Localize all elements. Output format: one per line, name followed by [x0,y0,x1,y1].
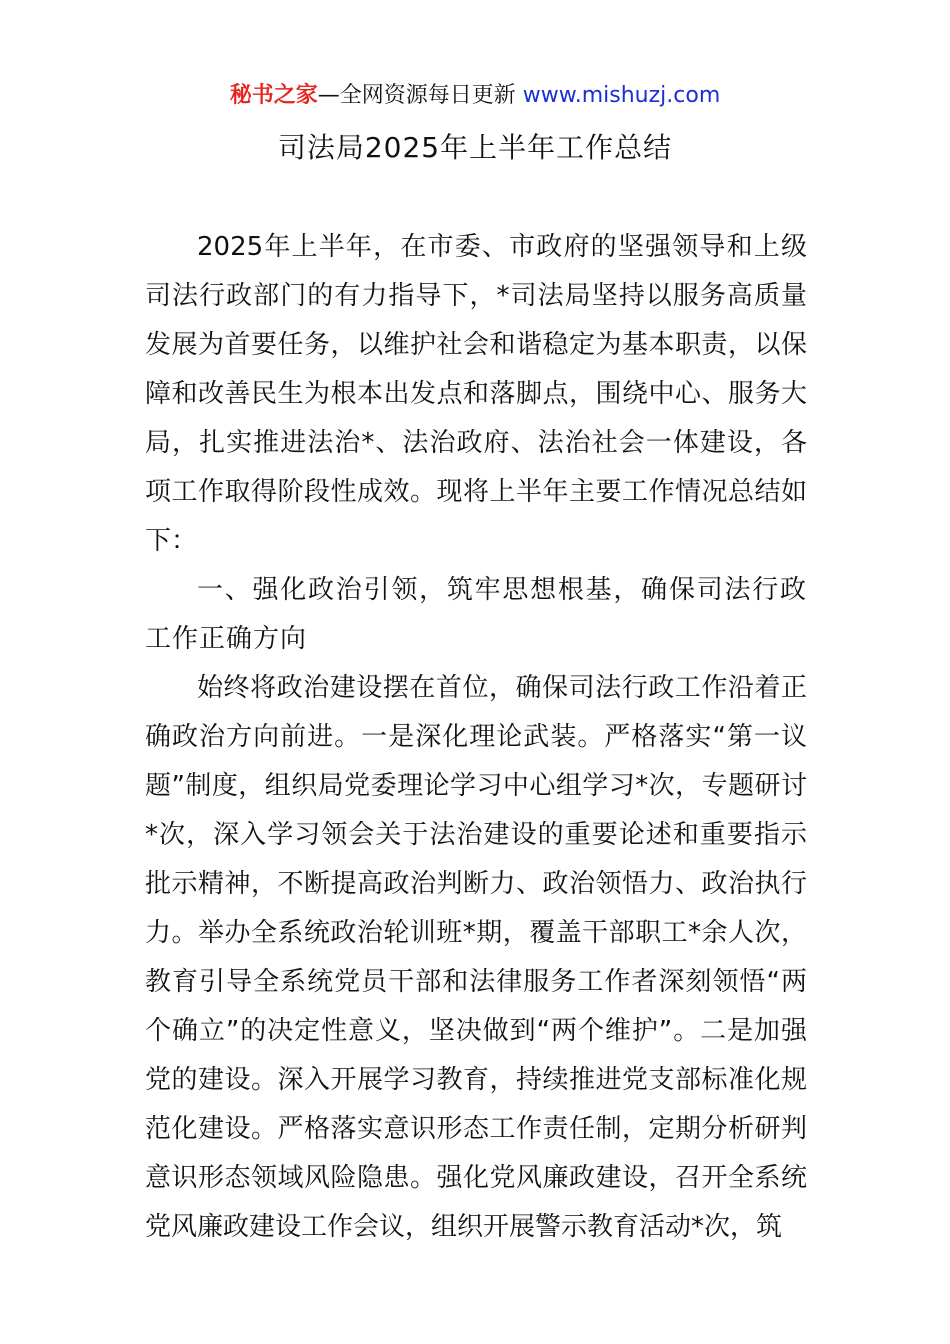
document-body [145,223,807,1252]
intro-paragraph: 2025年上半年，在市委、市政府的坚强领导和上级司法行政部门的有力指导下，*司法局坚持以服务高质量发展为首要任务，以维护社会和谐稳定为基本职责，以保障和改善民生为根本出发点和落脚点，围绕中心、服务大局，扎实推进法治*、法治政府、法治社会一体建设，各项工作取得阶段性成效。现将上半年主要工作情况总结如下： [145,232,807,556]
section-1-paragraph: 始终将政治建设摆在首位，确保司法行政工作沿着正确政治方向前进。一是深化理论武装。严格落实“第一议题”制度，组织局党委理论学习中心组学习*次，专题研讨*次，深入学习领会关于法治建设的重要论述和重要指示批示精神，不断提高政治判断力、政治领悟力、政治执行力。举办全系统政治轮训班*期，覆盖干部职工*余人次，教育引导全系统党员干部和法律服务工作者深刻领悟“两个确立”的决定性意义，坚决做到“两个维护”。二是加强党的建设。深入开展学习教育，持续推进党支部标准化规范化建设。严格落实意识形态工作责任制，定期分析研判意识形态领域风险隐患。强化党风廉政建设，召开全系统党风廉政建设工作会议，组织开展警示教育活动*次，筑 [145,673,807,1242]
document-title: 司法局2025年上半年工作总结 [277,131,673,164]
header-slogan: —全网资源每日更新 [317,83,516,108]
section-heading-1: 一、强化政治引领，筑牢思想根基，确保司法行政工作正确方向 [145,575,807,654]
site-url-link[interactable]: www.mishuzj.com [522,83,721,108]
site-header [0,80,950,112]
brand-name: 秘书之家 [229,83,318,108]
